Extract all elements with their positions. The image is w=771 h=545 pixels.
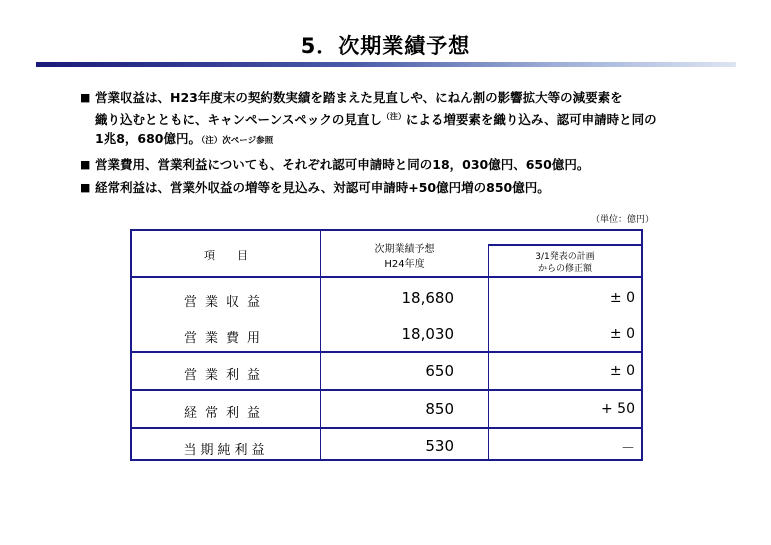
bullet-operating-revenue xyxy=(80,88,700,151)
row-value: 650 xyxy=(425,362,454,380)
bullet-text: による増要素を織り込み、認可申請時と同の xyxy=(405,112,657,127)
unit-label: （単位：億円） xyxy=(591,215,655,225)
header-forecast-title: 次期業績予想 xyxy=(374,244,435,255)
row-divider xyxy=(132,389,641,391)
bullet-square-icon: ■ xyxy=(80,158,91,171)
header-subline xyxy=(488,244,641,246)
bullet-text: 織り込むとともに、キャンペーンスペックの見直し xyxy=(95,112,382,127)
bullet-text: 営業収益は、H23年度末の契約数実績を踏まえた見直しや、にねん割の影響拡大等の減要素を xyxy=(95,90,623,105)
header-item: 項 目 xyxy=(204,249,248,262)
row-change: ± 0 xyxy=(609,363,635,379)
row-change: + 50 xyxy=(601,401,635,417)
row-divider xyxy=(132,351,641,353)
row-label: 当期純利益 xyxy=(183,443,269,458)
bullet-text: 1兆8，680億円。 xyxy=(95,131,201,146)
row-divider xyxy=(132,427,641,429)
title-underline-bar xyxy=(36,62,736,67)
header-change-title: 3/1発表の計画 xyxy=(535,252,595,262)
bullet-list xyxy=(80,88,700,201)
bullet-square-icon: ■ xyxy=(80,181,91,194)
row-change: ± 0 xyxy=(609,290,635,306)
row-label: 営業利益 xyxy=(183,368,268,383)
header-change-subtitle: からの修正額 xyxy=(537,264,592,274)
page-title: 5．次期業績予想 xyxy=(300,34,471,58)
footnote-marker: （注） xyxy=(381,112,406,121)
bullet-text: 営業費用、営業利益についても、それぞれ認可申請時と同の18，030億円、650億円。 xyxy=(95,157,590,172)
row-value: 850 xyxy=(425,400,454,418)
header-forecast-year: H24年度 xyxy=(384,259,425,270)
footnote-reference: （注）次ページ参照 xyxy=(201,136,274,146)
row-label: 経常利益 xyxy=(183,406,268,421)
row-label: 営業収益 xyxy=(183,295,268,310)
bullet-ordinary-income xyxy=(80,178,700,197)
row-value: 530 xyxy=(425,437,454,455)
row-change: － xyxy=(621,441,635,457)
forecast-table xyxy=(130,229,643,461)
row-value: 18,680 xyxy=(401,289,454,307)
row-label: 営業費用 xyxy=(183,331,268,346)
row-change: ± 0 xyxy=(609,326,635,342)
header-divider xyxy=(132,276,641,278)
bullet-square-icon: ■ xyxy=(80,91,91,104)
bullet-operating-expenses xyxy=(80,155,700,174)
row-value: 18,030 xyxy=(401,325,454,343)
bullet-text: 経常利益は、営業外収益の増等を見込み、対認可申請時+50億円増の850億円。 xyxy=(95,180,550,195)
